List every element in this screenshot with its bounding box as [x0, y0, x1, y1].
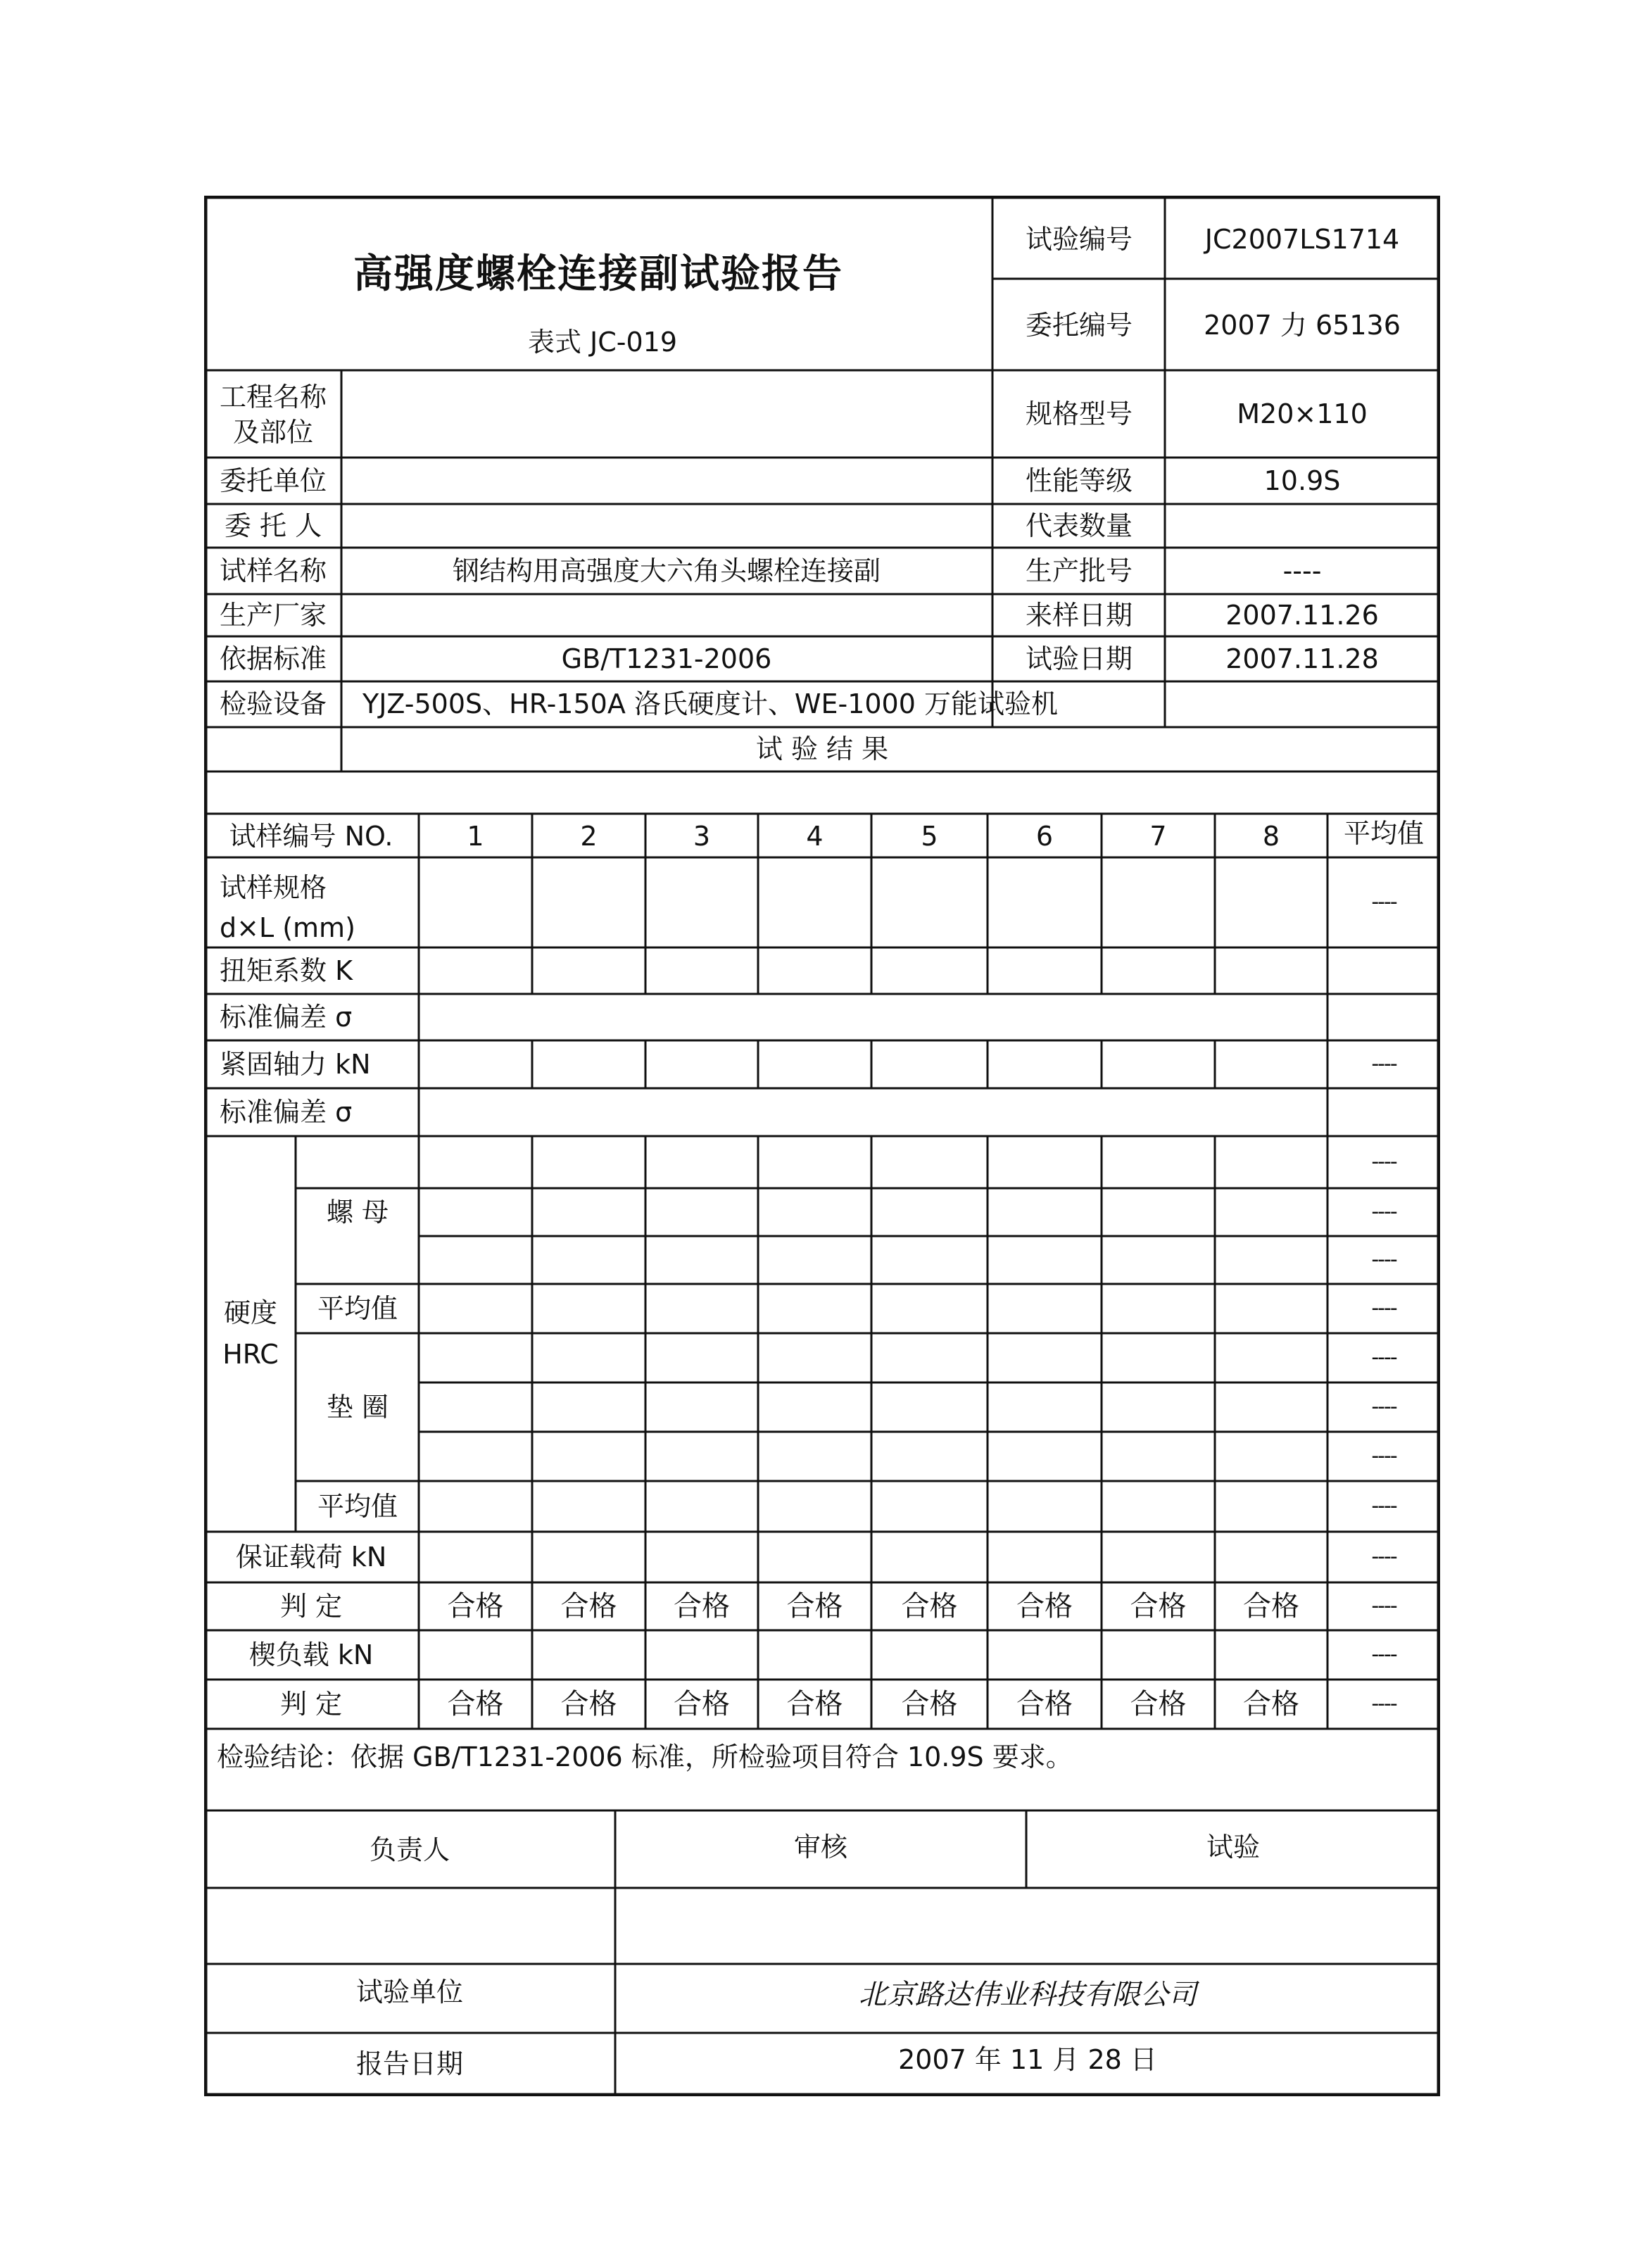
judge2-result-6: 合格 — [1016, 1688, 1073, 1720]
maker-label: 生产厂家 — [219, 600, 327, 631]
review-label: 审核 — [793, 1832, 848, 1863]
column-header-8: 8 — [1262, 821, 1280, 852]
judge-result-6: 合格 — [1016, 1590, 1073, 1623]
sample-date-value: 2007.11.26 — [1225, 600, 1379, 631]
average-dash-5: ---- — [1371, 1247, 1396, 1272]
average-dash-7: ---- — [1371, 1345, 1396, 1370]
washer-label: 垫 圈 — [326, 1392, 389, 1423]
average-dash-3: ---- — [1371, 1149, 1396, 1174]
column-header-4: 4 — [806, 821, 824, 852]
standard-value: GB/T1231-2006 — [561, 643, 772, 674]
column-header-3: 3 — [693, 821, 711, 852]
hardness-label-1: 硬度 — [223, 1297, 278, 1328]
judge-result-7: 合格 — [1130, 1590, 1187, 1623]
test-no-value: JC2007LS1714 — [1204, 224, 1400, 255]
column-header-2: 2 — [580, 821, 598, 852]
grade-label: 性能等级 — [1025, 465, 1133, 496]
project-label-1: 工程名称 — [219, 382, 327, 412]
spec-label: 规格型号 — [1025, 398, 1133, 429]
test-date-label: 试验日期 — [1025, 643, 1133, 674]
judge-result-4: 合格 — [786, 1590, 843, 1623]
equipment-label: 检验设备 — [219, 688, 327, 719]
equipment-value: YJZ-500S、HR-150A 洛氏硬度计、WE-1000 万能试验机 — [362, 688, 1058, 719]
average-dash-12: ---- — [1371, 1594, 1396, 1618]
column-header-1: 1 — [467, 821, 484, 852]
sample-label: 试样名称 — [219, 555, 327, 586]
test-date-value: 2007.11.28 — [1225, 643, 1379, 674]
form-grid-lines — [204, 196, 1440, 2096]
proof-load-label: 保证载荷 kN — [235, 1542, 387, 1573]
grade-value: 10.9S — [1263, 465, 1341, 496]
responsible-label: 负责人 — [369, 1834, 450, 1865]
judge2-result-3: 合格 — [674, 1688, 730, 1720]
average-dash-6: ---- — [1371, 1296, 1396, 1321]
judge2-result-5: 合格 — [901, 1688, 958, 1720]
average-dash-9: ---- — [1371, 1444, 1396, 1468]
judge2-result-1: 合格 — [447, 1688, 504, 1720]
person-label: 委 托 人 — [224, 510, 322, 541]
size-label-2: d×L (mm) — [220, 912, 355, 943]
average-dash-2: ---- — [1371, 1052, 1396, 1076]
judge2-result-2: 合格 — [560, 1688, 617, 1720]
sample-date-label: 来样日期 — [1025, 600, 1133, 631]
std-dev-label-1: 标准偏差 σ — [220, 1002, 353, 1033]
judge2-result-8: 合格 — [1243, 1688, 1299, 1720]
client-label: 委托单位 — [219, 465, 327, 496]
average-dash-13: ---- — [1371, 1642, 1396, 1667]
results-section-title: 试 验 结 果 — [755, 733, 889, 764]
standard-label: 依据标准 — [219, 643, 327, 674]
tester-label: 试验 — [1206, 1832, 1261, 1863]
torque-label: 扭矩系数 K — [220, 955, 353, 986]
test-report-form — [204, 196, 1440, 2096]
average-dash-14: ---- — [1371, 1691, 1396, 1716]
judge-result-1: 合格 — [447, 1590, 504, 1623]
nut-average-label: 平均值 — [317, 1293, 398, 1324]
sample-no-label: 试样编号 NO. — [229, 821, 393, 852]
batch-label: 生产批号 — [1025, 555, 1133, 586]
judge-label-2: 判 定 — [279, 1689, 343, 1720]
average-dash-1: ---- — [1371, 890, 1396, 914]
judge-label-1: 判 定 — [279, 1591, 343, 1622]
judge2-result-4: 合格 — [786, 1688, 843, 1720]
judge-result-3: 合格 — [674, 1590, 730, 1623]
judge-result-8: 合格 — [1243, 1590, 1299, 1623]
project-label-2: 及部位 — [232, 417, 314, 448]
hardness-label-2: HRC — [222, 1339, 279, 1370]
test-unit-value: 北京路达伟业科技有限公司 — [859, 1979, 1197, 2011]
commission-no-label: 委托编号 — [1025, 310, 1133, 341]
qty-label: 代表数量 — [1025, 510, 1133, 541]
judge2-result-7: 合格 — [1130, 1688, 1187, 1720]
average-label: 平均值 — [1343, 818, 1425, 849]
nut-label: 螺 母 — [326, 1197, 389, 1228]
spec-value: M20×110 — [1237, 398, 1368, 429]
size-label-1: 试样规格 — [220, 872, 327, 903]
conclusion-text: 检验结论：依据 GB/T1231-2006 标准，所检验项目符合 10.9S 要求。 — [217, 1741, 1073, 1772]
judge-result-2: 合格 — [560, 1590, 617, 1623]
wedge-load-label: 楔负载 kN — [248, 1639, 374, 1670]
test-unit-label: 试验单位 — [355, 1977, 464, 2008]
form-code: 表式 JC-019 — [527, 327, 678, 358]
test-no-label: 试验编号 — [1025, 224, 1133, 255]
column-header-6: 6 — [1035, 821, 1054, 852]
commission-no-value: 2007 力 65136 — [1204, 310, 1401, 341]
std-dev-label-2: 标准偏差 σ — [220, 1097, 353, 1128]
average-dash-4: ---- — [1371, 1199, 1396, 1224]
sample-value: 钢结构用高强度大六角头螺栓连接副 — [452, 555, 881, 586]
report-date-label: 报告日期 — [355, 2048, 464, 2079]
report-title: 高强度螺栓连接副试验报告 — [353, 251, 843, 297]
judge-result-5: 合格 — [901, 1590, 958, 1623]
batch-value: ---- — [1282, 555, 1322, 586]
report-date-value: 2007 年 11 月 28 日 — [898, 2044, 1157, 2075]
preload-label: 紧固轴力 kN — [220, 1049, 371, 1080]
washer-average-label: 平均值 — [317, 1491, 398, 1522]
column-header-5: 5 — [921, 821, 938, 852]
column-header-7: 7 — [1149, 821, 1167, 852]
average-dash-10: ---- — [1371, 1494, 1396, 1518]
average-dash-11: ---- — [1371, 1544, 1396, 1569]
average-dash-8: ---- — [1371, 1394, 1396, 1419]
